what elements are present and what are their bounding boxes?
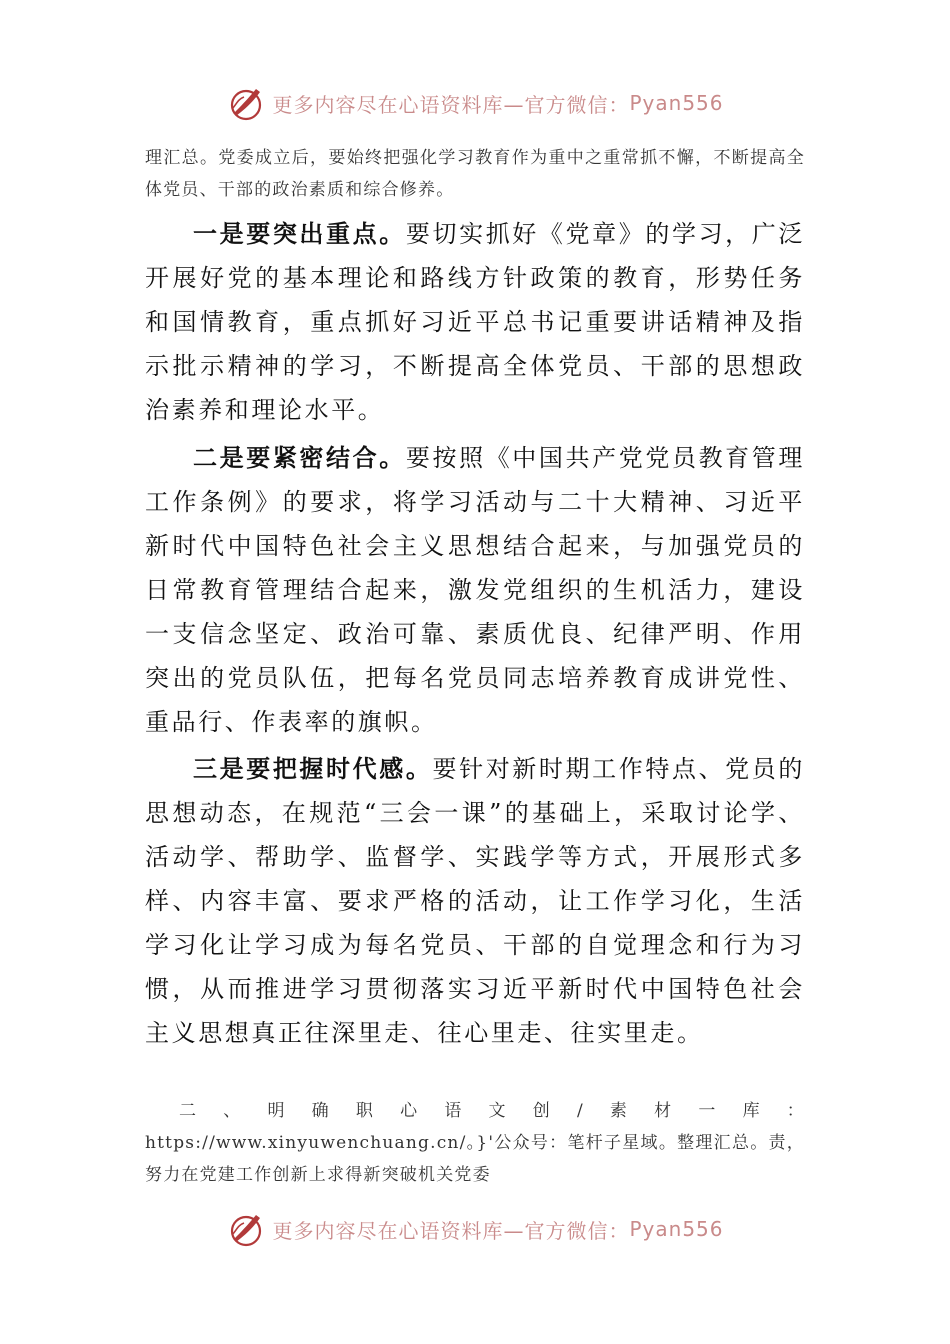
pen-nib-logo-icon bbox=[226, 1209, 266, 1249]
section-heading: 三是要把握时代感。 bbox=[193, 754, 433, 783]
footer-wechat-id: Pyan556 bbox=[629, 1217, 724, 1241]
section-heading: 一是要突出重点。 bbox=[193, 219, 406, 248]
header-wechat-id: Pyan556 bbox=[629, 91, 724, 115]
section-body: 要按照《中国共产党党员教育管理工作条例》的要求，将学习活动与二十大精神、习近平新时代中国特色社会主义思想结合起来，与加强党员的日常教育管理结合起来，激发党组织的生机活力，建设一支信念坚定、政治可靠、素质优良、纪律严明、作用突出的党员队伍，把每名党员同志培养教育成讲党性、重品行、作表率的旗帜。 bbox=[145, 444, 805, 736]
header-banner bbox=[0, 78, 950, 128]
closing-paragraph: 二、明确职心语文创/素材一库：https://www.xinyuwenchuang.cn/。}'公众号：笔杆子星域。整理汇总。责，努力在党建工作创新上求得新突破机关党委 bbox=[145, 1101, 805, 1185]
section-3 bbox=[145, 747, 805, 1055]
intro-paragraph: 理汇总。党委成立后，要始终把强化学习教育作为重中之重常抓不懈，不断提高全体党员、干部的政治素质和综合修养。 bbox=[145, 148, 805, 200]
section-2 bbox=[145, 436, 805, 744]
header-banner-text: 更多内容尽在心语资料库—官方微信： bbox=[272, 92, 630, 117]
section-1 bbox=[145, 212, 805, 432]
section-body: 要切实抓好《党章》的学习，广泛开展好党的基本理论和路线方针政策的教育，形势任务和国情教育，重点抓好习近平总书记重要讲话精神及指示批示精神的学习，不断提高全体党员、干部的思想政治素养和理论水平。 bbox=[145, 220, 805, 424]
footer-banner-text: 更多内容尽在心语资料库—官方微信： bbox=[272, 1218, 630, 1243]
section-heading: 二是要紧密结合。 bbox=[193, 443, 406, 472]
footer-banner bbox=[0, 1204, 950, 1254]
section-body: 要针对新时期工作特点、党员的思想动态，在规范“三会一课”的基础上，采取讨论学、活动学、帮助学、监督学、实践学等方式，开展形式多样、内容丰富、要求严格的活动，让工作学习化，生活学习化让学习成为每名党员、干部的自觉理念和行为习惯，从而推进学习贯彻落实习近平新时代中国特色社会主义思想真正往深里走、往心里走、往实里走。 bbox=[145, 755, 805, 1047]
pen-nib-logo-icon bbox=[226, 83, 266, 123]
